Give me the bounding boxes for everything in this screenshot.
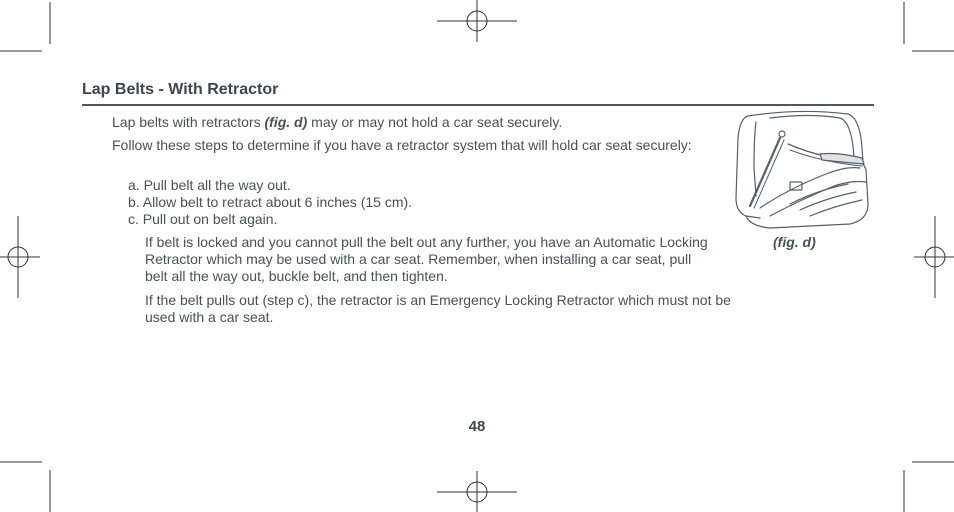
page-number: 48	[468, 418, 486, 435]
intro-text-before: Lap belts with retractors	[112, 114, 265, 130]
steps-list	[128, 177, 412, 228]
figure-caption: (fig. d)	[773, 234, 816, 250]
emergency-locking-paragraph: If the belt pulls out (step c), the retractor is an Emergency Locking Retractor which must not be used with a car seat.	[145, 292, 731, 325]
step-item-c: c. Pull out on belt again.	[128, 211, 278, 227]
intro-text-after: may or may not hold a car seat securely.	[307, 114, 563, 130]
heading-rule	[82, 104, 874, 106]
intro-paragraph	[112, 114, 712, 131]
automatic-locking-paragraph: If belt is locked and you cannot pull the belt out any further, you have an Automatic Locking Retractor which may be used with a car seat. Remember, when installing a car seat, pull belt all the way out, buckle belt, and then tighten.	[145, 234, 708, 284]
follow-steps-paragraph: Follow these steps to determine if you have a retractor system that will hold car seat securely:	[112, 137, 692, 153]
car-seat-illustration	[730, 108, 872, 232]
step-item-a: a. Pull belt all the way out.	[128, 177, 291, 193]
section-heading: Lap Belts - With Retractor	[82, 81, 279, 98]
step-item-b: b. Allow belt to retract about 6 inches (15 cm).	[128, 194, 413, 210]
figure-reference: (fig. d)	[264, 114, 308, 130]
